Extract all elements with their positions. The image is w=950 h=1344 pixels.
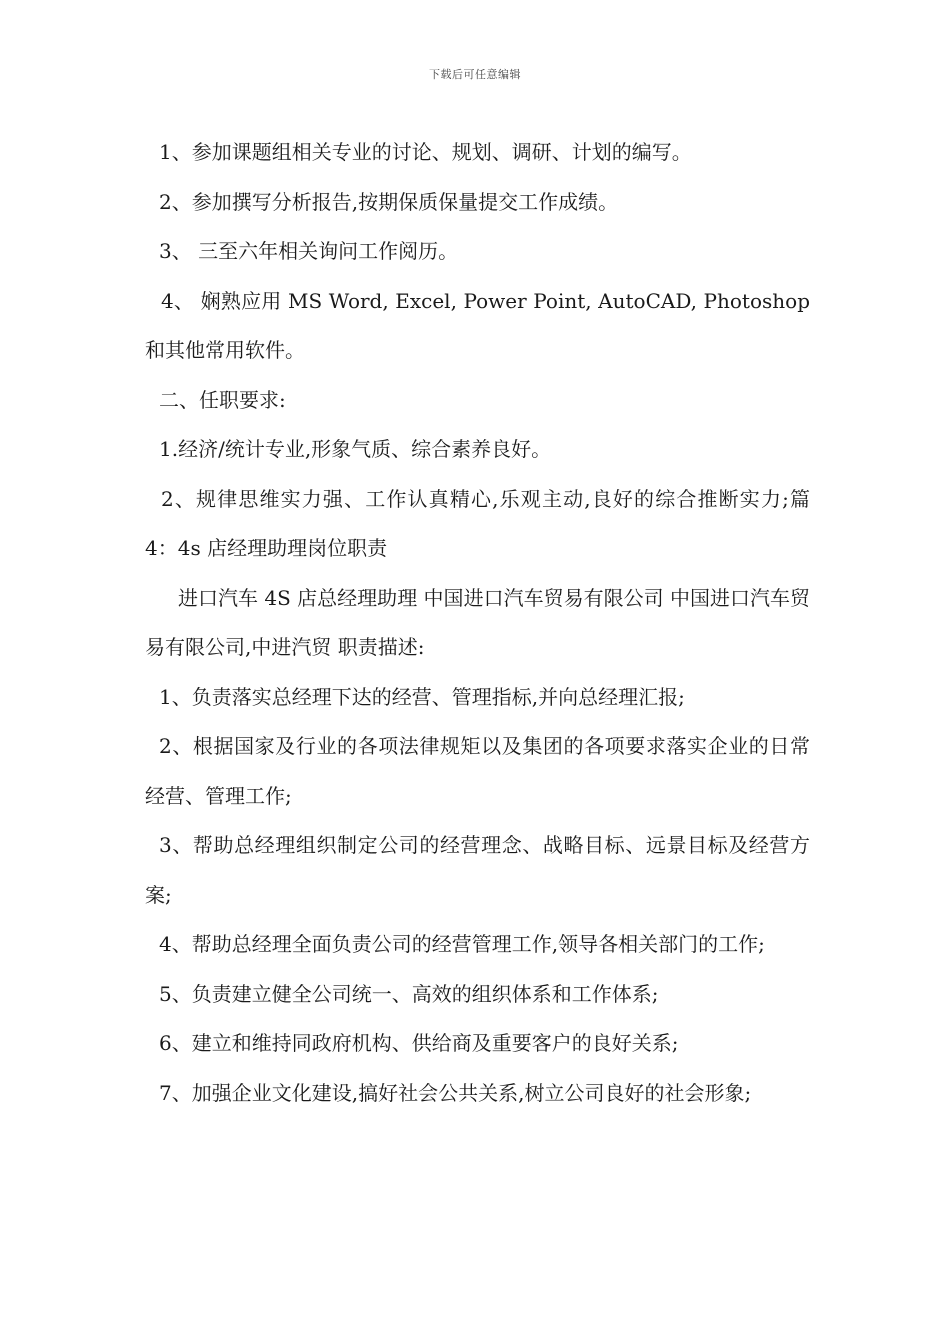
responsibility-item-1: 1、负责落实总经理下达的经营、管理指标,并向总经理汇报; [159,684,685,709]
duty-item-1: 1、参加课题组相关专业的讨论、规划、调研、计划的编写。 [159,140,692,164]
duty-item-2: 2、参加撰写分析报告,按期保质保量提交工作成绩。 [159,189,619,214]
responsibility-item-3: 3、帮助总经理组织制定公司的经营理念、战略目标、远景目标及经营方案; [145,833,810,907]
duty-item-3: 3、 三至六年相关询问工作阅历。 [159,239,459,263]
responsibility-item-4: 4、帮助总经理全面负责公司的经营管理工作,领导各相关部门的工作; [159,932,765,956]
responsibility-item-5: 5、负责建立健全公司统一、高效的组织体系和工作体系; [159,981,659,1006]
requirement-item-1: 1.经济/统计专业,形象气质、综合素养良好。 [159,437,552,461]
section-heading-requirements: 二、任职要求: [159,387,286,412]
duty-item-4: 4、 娴熟应用 MS Word, Excel, Power Point, AutoCAD, Photoshop 和其他常用软件。 [145,288,810,362]
page-header-note: 下载后可任意编辑 [429,68,521,81]
responsibility-item-2: 2、根据国家及行业的各项法律规矩以及集团的各项要求落实企业的日常经营、管理工作; [145,734,810,808]
document-body [145,128,810,1118]
responsibility-item-7: 7、加强企业文化建设,搞好社会公共关系,树立公司良好的社会形象; [159,1080,752,1105]
job-title-line: 进口汽车 4S 店总经理助理 中国进口汽车贸易有限公司 中国进口汽车贸易有限公司,中进汽贸 职责描述: [145,585,810,659]
requirement-item-2: 2、规律思维实力强、工作认真精心,乐观主动,良好的综合推断实力;篇 4：4s 店经理助理岗位职责 [145,486,810,560]
responsibility-item-6: 6、建立和维持同政府机构、供给商及重要客户的良好关系; [159,1031,679,1055]
